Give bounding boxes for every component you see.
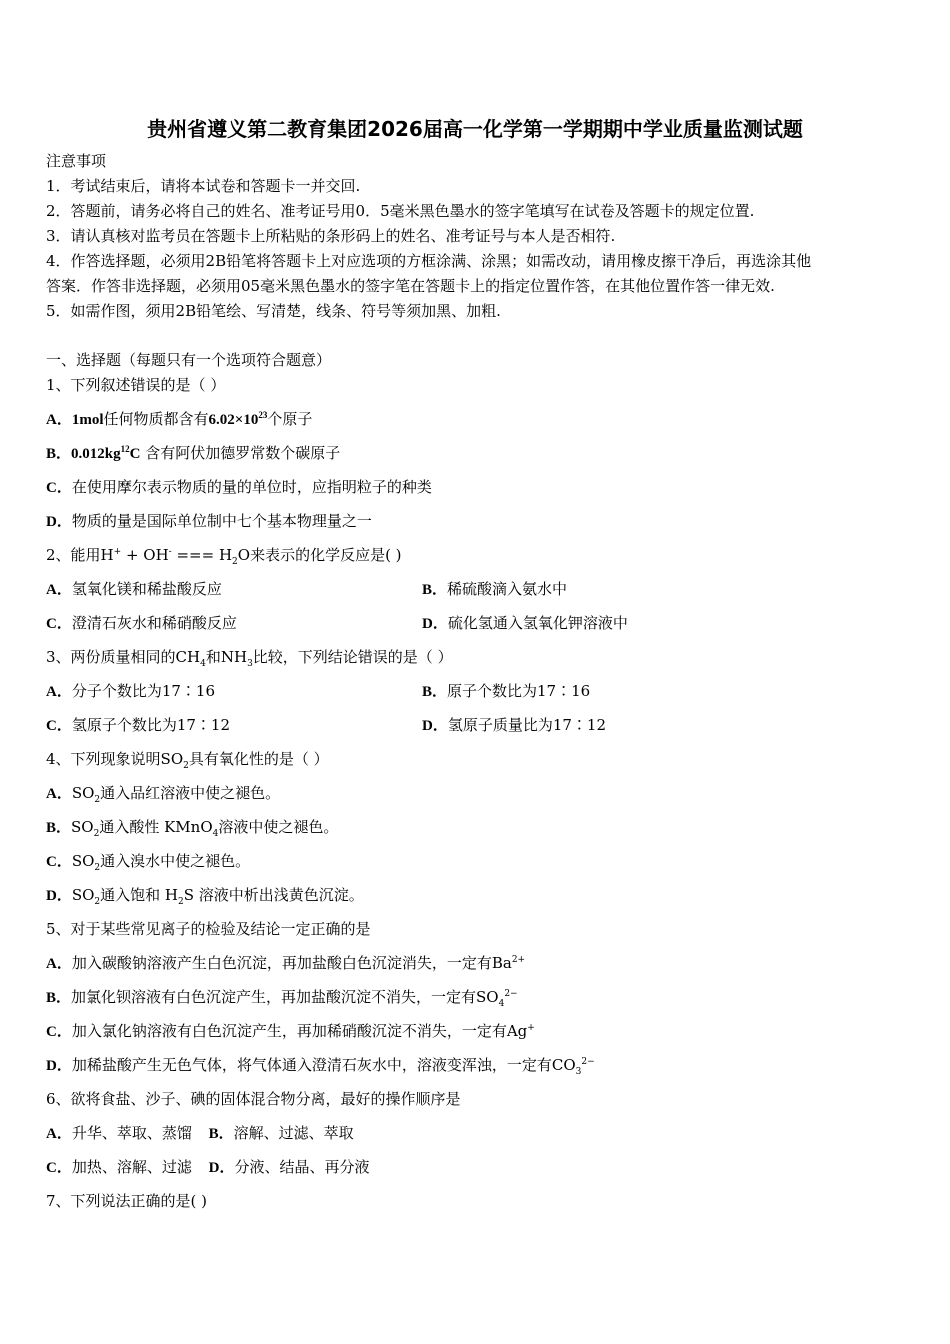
option-text: 通入溴水中使之褪色。 — [100, 852, 251, 870]
question-4-option-a — [46, 783, 280, 804]
option-text: 原子个数比为17∶16 — [447, 682, 591, 700]
question-4-option-b — [46, 817, 338, 838]
superscript: 12 — [120, 444, 130, 454]
question-1-option-b — [46, 443, 340, 464]
superscript: - — [168, 547, 172, 557]
option-label: D． — [46, 1058, 72, 1074]
question-6-option-c — [46, 1158, 192, 1176]
subscript: 2 — [178, 897, 184, 907]
question-5-option-b — [46, 987, 518, 1008]
option-label: A． — [46, 1126, 72, 1142]
option-text: 分液、结晶、再分液 — [234, 1158, 370, 1176]
subscript: 4 — [498, 999, 505, 1009]
stem-text: + OH — [121, 546, 169, 564]
option-text: 1mol — [71, 412, 104, 428]
question-3-option-b — [422, 681, 590, 702]
question-6-option-b — [209, 1124, 354, 1142]
option-text: 加入氯化钠溶液有白色沉淀产生，再加稀硝酸沉淀不消失，一定有Ag — [71, 1022, 528, 1040]
superscript: 2− — [504, 989, 518, 999]
question-1-option-d — [46, 511, 372, 532]
question-2-option-c — [46, 614, 237, 632]
superscript: 2− — [581, 1057, 595, 1067]
option-label: A． — [46, 956, 72, 972]
superscript: + — [527, 1023, 535, 1033]
notice-item-4: 4．作答选择题，必须用2B铅笔将答题卡上对应选项的方框涂满、涂黑；如需改动，请用橡皮擦干净后，再选涂其他 — [46, 252, 812, 270]
option-text: 0.012kg — [71, 446, 121, 462]
option-text: 氢氧化镁和稀盐酸反应 — [71, 580, 222, 598]
stem-text: 4、下列现象说明SO — [46, 750, 184, 768]
option-text: 澄清石灰水和稀硝酸反应 — [71, 614, 237, 632]
option-text: 稀硫酸滴入氨水中 — [447, 580, 568, 598]
question-5-option-a — [46, 953, 525, 974]
superscript: 23 — [258, 410, 268, 420]
subscript: 2 — [94, 897, 101, 907]
stem-text: 具有氧化性的是（ ） — [188, 750, 329, 768]
option-label: C． — [46, 854, 72, 870]
subscript: 2 — [93, 829, 100, 839]
question-1-stem: 1、下列叙述错误的是（ ） — [46, 376, 226, 394]
option-label: D． — [208, 1160, 235, 1176]
notice-item-1: 1．考试结束后，请将本试卷和答题卡一并交回. — [46, 177, 361, 195]
subscript: 2 — [94, 863, 101, 873]
option-text: 加入碳酸钠溶液产生白色沉淀，再加盐酸白色沉淀消失，一定有Ba — [71, 954, 512, 972]
question-7-stem: 7、下列说法正确的是( ) — [46, 1192, 208, 1210]
subscript: 2 — [94, 795, 101, 805]
option-label: B． — [46, 820, 72, 836]
question-1-option-c — [46, 477, 432, 498]
option-text: 分子个数比为17∶16 — [71, 682, 216, 700]
option-text: 通入酸性 KMnO — [99, 818, 213, 836]
option-text: 氢原子个数比为17∶12 — [71, 716, 231, 734]
stem-text: O来表示的化学反应是( ) — [237, 546, 402, 564]
option-text: SO — [71, 818, 94, 836]
stem-text: 和NH — [205, 648, 248, 666]
option-text: C — [129, 446, 141, 462]
option-label: B． — [208, 1126, 234, 1142]
subscript: 3 — [575, 1067, 582, 1077]
notice-item-2: 2．答题前，请务必将自己的姓名、准考证号用0．5毫米黑色墨水的签字笔填写在试卷及答题卡的规定位置. — [46, 202, 755, 220]
stem-text: 比较，下列结论错误的是（ ） — [252, 648, 453, 666]
subscript: 3 — [247, 659, 253, 669]
option-text: 溶液中使之褪色。 — [218, 818, 339, 836]
option-label: B． — [46, 990, 72, 1006]
option-text: SO — [71, 784, 95, 802]
question-3-option-d — [422, 715, 606, 736]
question-3-option-c — [46, 716, 230, 734]
option-label: A． — [46, 582, 72, 598]
option-label: D． — [422, 718, 448, 734]
subscript: 2 — [183, 761, 189, 771]
option-text: 硫化氢通入氢氧化钾溶液中 — [447, 614, 628, 632]
question-2-option-d — [422, 613, 628, 634]
question-2-options-ab — [46, 579, 906, 600]
stem-text: 2、能用H — [46, 546, 114, 564]
question-3-options-cd — [46, 715, 906, 736]
option-text: SO — [71, 852, 95, 870]
notice-item-3: 3．请认真核对监考员在答题卡上所粘贴的条形码上的姓名、准考证号与本人是否相符. — [46, 227, 616, 245]
option-label: B． — [46, 446, 72, 462]
option-text: 加热、溶解、过滤 — [71, 1158, 192, 1176]
question-4-stem — [46, 749, 329, 769]
question-6-options-cd — [46, 1157, 370, 1178]
option-label: B． — [422, 684, 448, 700]
option-text: 氢原子质量比为17∶12 — [447, 716, 607, 734]
superscript: + — [113, 547, 122, 557]
option-label: B． — [422, 582, 448, 598]
question-3-stem — [46, 647, 453, 667]
stem-text: 3、两份质量相同的CH — [46, 648, 201, 666]
subscript: 2 — [232, 557, 238, 567]
option-text: 任何物质都含有 — [103, 410, 209, 428]
question-6-options-ab — [46, 1123, 354, 1144]
notice-heading: 注意事项 — [46, 152, 107, 170]
section-heading: 一、选择题（每题只有一个选项符合题意） — [46, 351, 332, 369]
option-label: D． — [46, 888, 72, 904]
page-title: 贵州省遵义第二教育集团2026届高一化学第一学期期中学业质量监测试题 — [147, 117, 803, 141]
question-1-option-a — [46, 409, 312, 430]
option-label: D． — [46, 514, 72, 530]
notice-item-5: 5．如需作图，须用2B铅笔绘、写清楚，线条、符号等须加黑、加粗. — [46, 302, 501, 320]
option-text: 含有阿伏加德罗常数个碳原子 — [140, 444, 341, 462]
option-text: 通入饱和 H — [100, 886, 179, 904]
subscript: 4 — [212, 829, 219, 839]
option-label: C． — [46, 1160, 72, 1176]
option-label: C． — [46, 718, 72, 734]
option-text: 溶解、过滤、萃取 — [233, 1124, 354, 1142]
option-text: 6.02×10 — [208, 412, 259, 428]
superscript: 2+ — [511, 955, 526, 965]
subscript: 4 — [200, 659, 206, 669]
option-label: A． — [46, 684, 72, 700]
question-5-stem: 5、对于某些常见离子的检验及结论一定正确的是 — [46, 920, 371, 938]
question-3-option-a — [46, 682, 215, 700]
option-text: 升华、萃取、蒸馏 — [71, 1124, 192, 1142]
option-text: 加稀盐酸产生无色气体，将气体通入澄清石灰水中，溶液变浑浊，一定有CO — [71, 1056, 576, 1074]
option-text: 加氯化钡溶液有白色沉淀产生，再加盐酸沉淀不消失，一定有SO — [71, 988, 499, 1006]
option-text: S 溶液中析出浅黄色沉淀。 — [183, 886, 364, 904]
option-label: A． — [46, 412, 72, 428]
question-2-option-b — [422, 579, 567, 600]
question-5-option-c — [46, 1021, 535, 1042]
question-6-stem: 6、欲将食盐、沙子、碘的固体混合物分离，最好的操作顺序是 — [46, 1090, 461, 1108]
option-label: C． — [46, 480, 72, 496]
stem-text: === H — [171, 546, 233, 564]
question-5-option-d — [46, 1055, 595, 1076]
option-text: 在使用摩尔表示物质的量的单位时，应指明粒子的种类 — [71, 478, 432, 496]
question-4-option-c — [46, 851, 250, 872]
notice-item-4-cont: 答案．作答非选择题，必须用05毫米黑色墨水的签字笔在答题卡上的指定位置作答，在其他位置作答一律无效. — [46, 277, 775, 295]
question-6-option-d — [209, 1158, 370, 1176]
question-2-stem — [46, 545, 402, 565]
option-text: 个原子 — [267, 410, 313, 428]
option-text: SO — [71, 886, 95, 904]
option-label: C． — [46, 1024, 72, 1040]
option-label: A． — [46, 786, 72, 802]
question-2-options-cd — [46, 613, 906, 634]
question-4-option-d — [46, 885, 364, 906]
option-text: 物质的量是国际单位制中七个基本物理量之一 — [71, 512, 372, 530]
question-3-options-ab — [46, 681, 906, 702]
question-2-option-a — [46, 580, 222, 598]
option-label: C． — [46, 616, 72, 632]
option-label: D． — [422, 616, 448, 632]
question-6-option-a — [46, 1124, 192, 1142]
option-text: 通入品红溶液中使之褪色。 — [100, 784, 281, 802]
